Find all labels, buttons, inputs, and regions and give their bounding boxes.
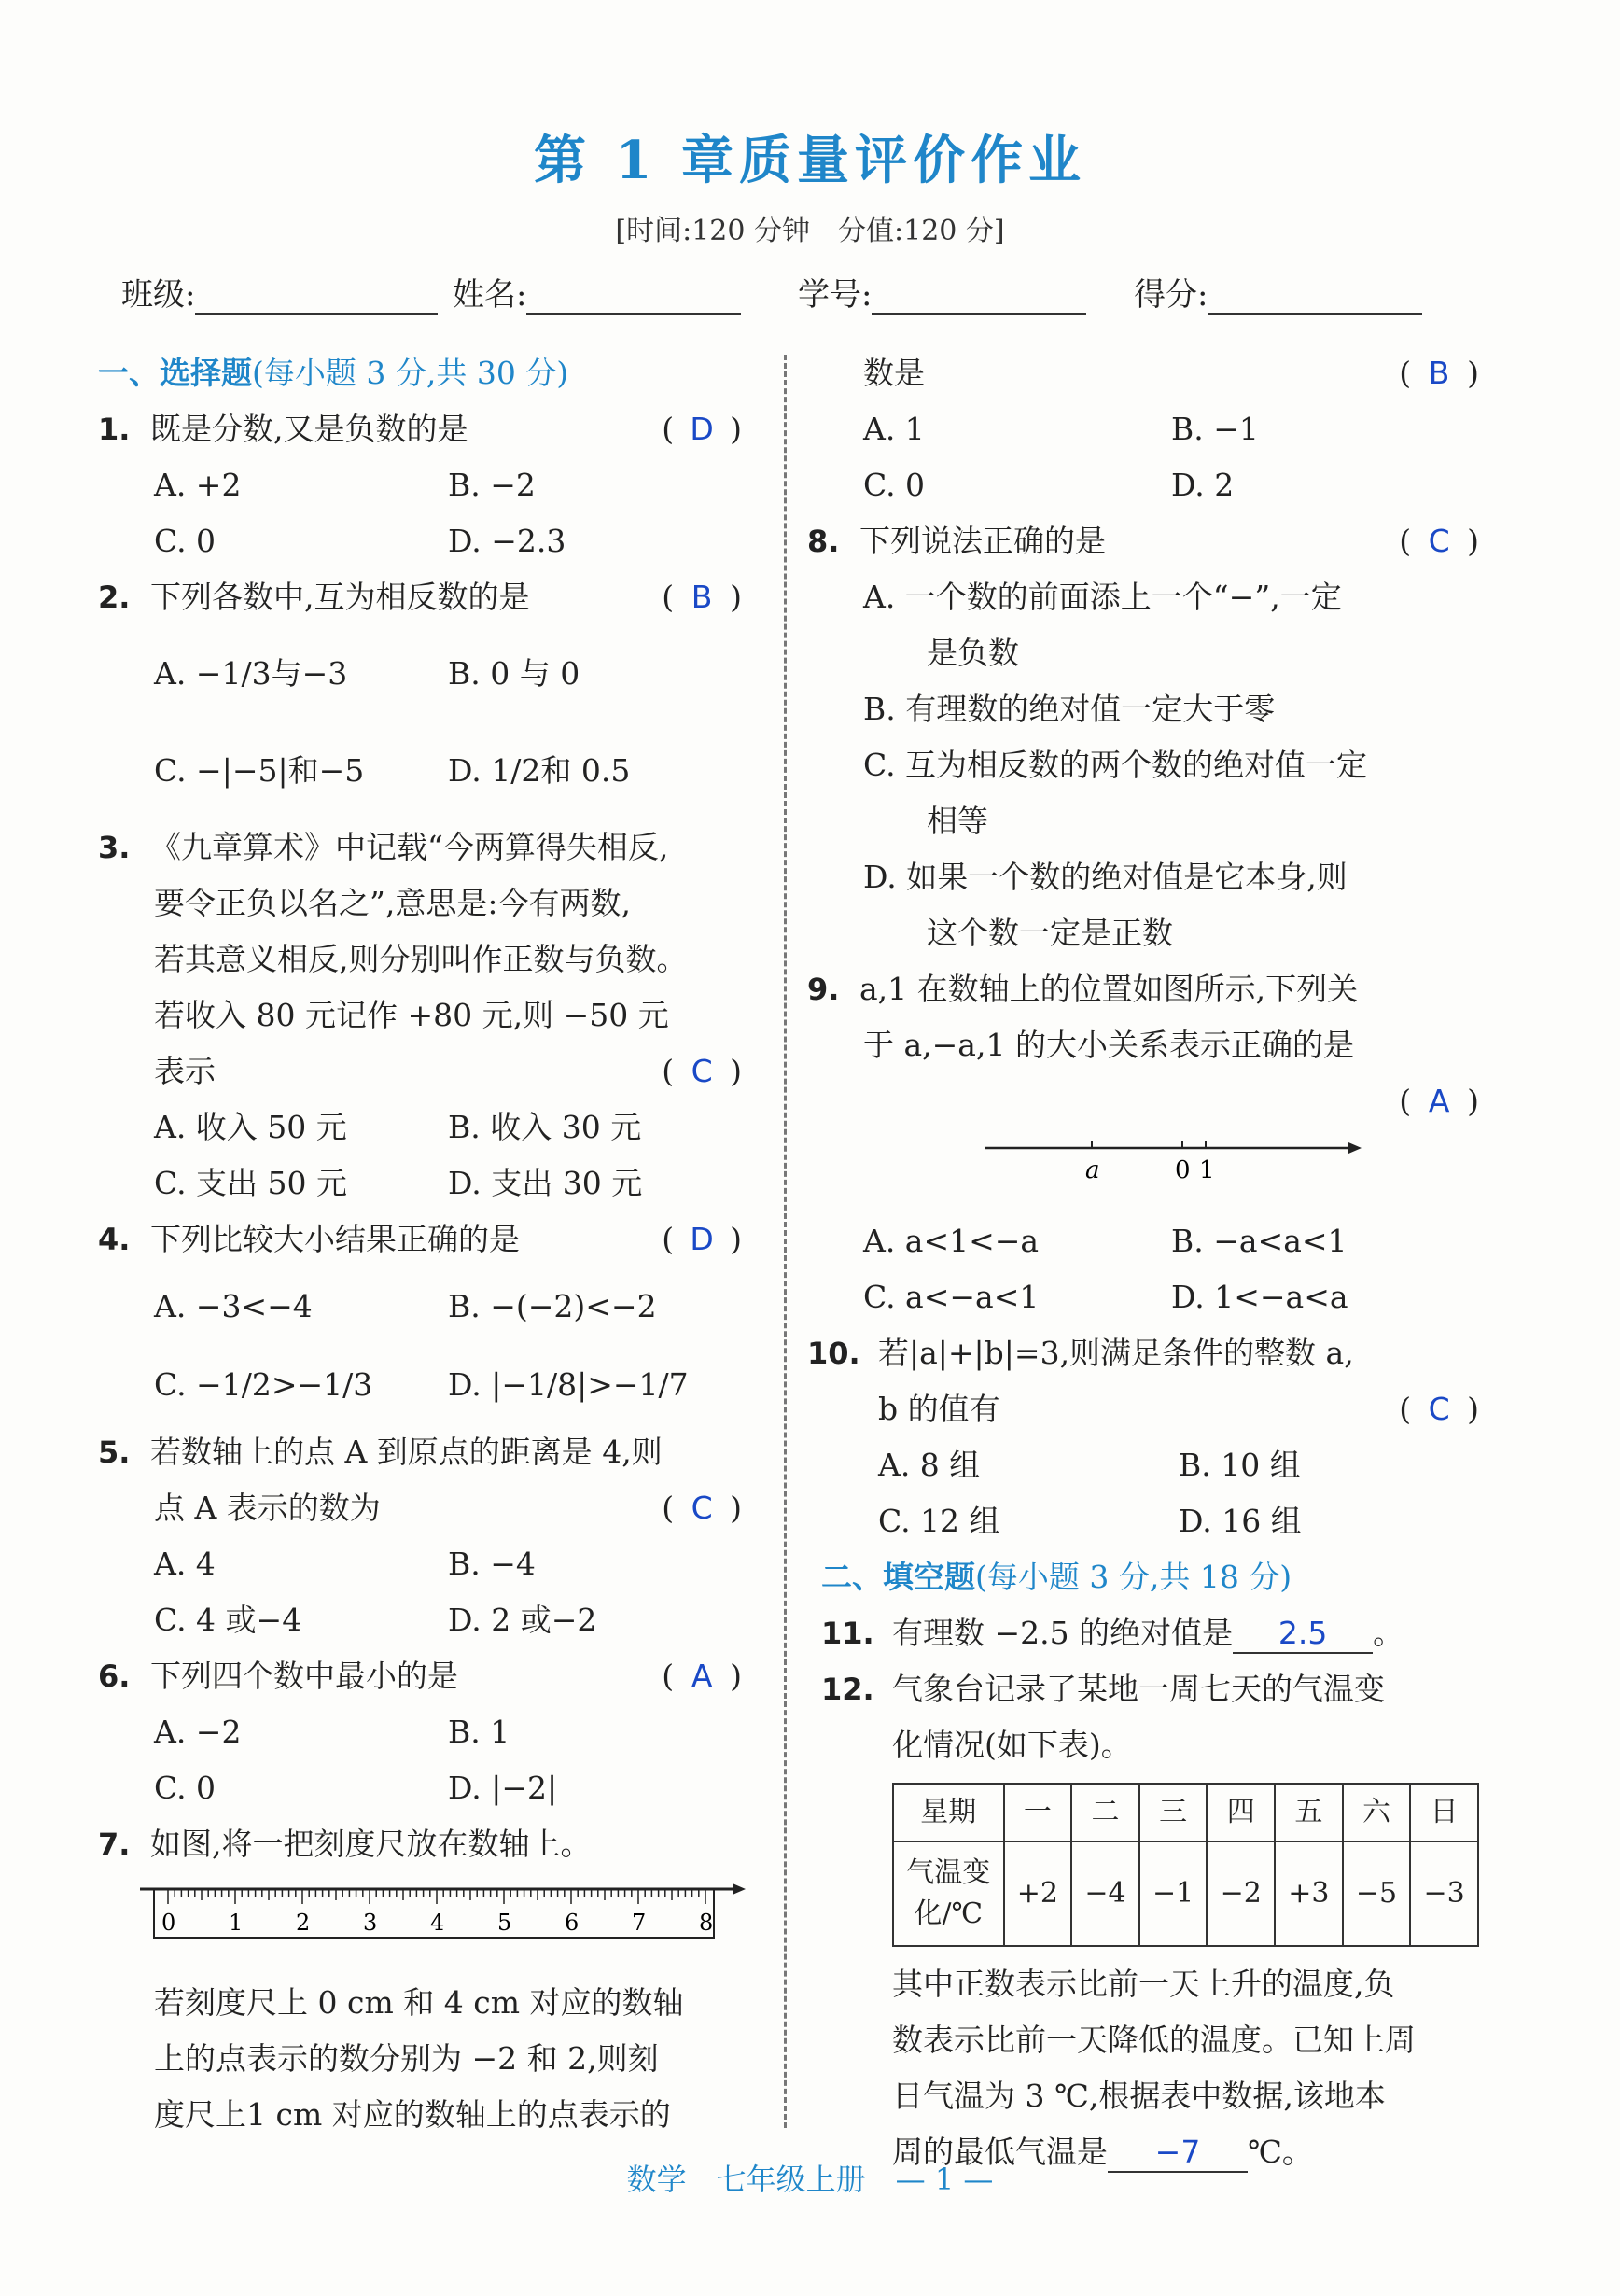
class-blank[interactable]	[195, 279, 438, 315]
right-column	[807, 345, 1479, 2180]
question-10: 10. 若|a|+|b|=3,则满足条件的整数 a,	[807, 1335, 1354, 1371]
ruler-tick-label: 4	[430, 1910, 445, 1936]
options-9: A. a<1<−a B. −a<a<1 C. a<−a<1 D. 1<−a<a	[863, 1223, 1348, 1315]
axis-label-a: a	[1085, 1156, 1100, 1184]
section-fill: 二、填空题(每小题 3 分,共 18 分)	[821, 1559, 1292, 1595]
q7-line: 数是 ( B )	[863, 345, 1479, 401]
ruler-svg	[98, 1872, 751, 1966]
option-8b: B. 有理数的绝对值一定大于零	[863, 691, 1276, 727]
q9-line: 于 a,−a,1 的大小关系表示正确的是	[863, 1027, 1354, 1063]
table-cell: 六	[1343, 1784, 1411, 1841]
option-8d: D. 如果一个数的绝对值是它本身,则	[863, 859, 1348, 895]
axis-label-0: 0	[1175, 1156, 1191, 1184]
table-row	[893, 1841, 1478, 1946]
answer-9: A	[1428, 1083, 1450, 1119]
table-header: 星期	[893, 1784, 1004, 1841]
question-11: 11. 有理数 −2.5 的绝对值是 2.5 。	[821, 1605, 1479, 1661]
options-7: A. 1 B. −1 C. 0 D. 2	[863, 411, 1259, 503]
left-column	[98, 345, 742, 2143]
q12-line: 周的最低气温是 −7 ℃。	[863, 2124, 1479, 2180]
options-10: A. 8 组 B. 10 组 C. 12 组 D. 16 组	[878, 1447, 1302, 1539]
q12-line: 日气温为 3 ℃,根据表中数据,该地本	[892, 2078, 1386, 2114]
fill-answer-12[interactable]: −7	[1108, 2134, 1248, 2173]
q7-line: 度尺上1 cm 对应的数轴上的点表示的	[154, 2096, 671, 2133]
table-cell: −3	[1410, 1841, 1478, 1946]
q12-line: 其中正数表示比前一天上升的温度,负	[892, 1966, 1395, 2002]
options-1: A. +2 B. −2 C. 0 D. −2.3	[154, 467, 566, 559]
table-cell: 三	[1139, 1784, 1208, 1841]
q3-line: 表示 ( C )	[98, 1043, 742, 1099]
options-4: A. −3<−4 B. −(−2)<−2 C. −1/2>−1/3 D. |−1/8|>−1/7	[154, 1288, 689, 1403]
option-8c-cont: 相等	[927, 803, 988, 839]
options-2: A. −1/3与−3 B. 0 与 0 C. −|−5|和−5 D. 1/2和 0.5	[154, 655, 631, 789]
question-1: 1. 既是分数,又是负数的是 ( D )	[98, 401, 742, 457]
options-3: A. 收入 50 元 B. 收入 30 元 C. 支出 50 元 D. 支出 30 元	[154, 1109, 643, 1201]
answer-7: B	[1428, 355, 1450, 391]
number-line-figure	[975, 1129, 1479, 1213]
table-cell: 五	[1275, 1784, 1343, 1841]
option-8a: A. 一个数的前面添上一个“−”,一定	[863, 579, 1342, 615]
id-blank[interactable]	[872, 279, 1086, 315]
id-field: 学号:	[798, 269, 1086, 315]
table-cell: −1	[1139, 1841, 1208, 1946]
q3-line: 若收入 80 元记作 +80 元,则 −50 元	[154, 997, 669, 1033]
ruler-tick-label: 0	[161, 1910, 176, 1936]
answer-10: C	[1428, 1391, 1450, 1427]
name-field: 姓名:	[453, 269, 741, 315]
table-cell: 日	[1410, 1784, 1478, 1841]
q7-line: 上的点表示的数分别为 −2 和 2,则刻	[154, 2040, 659, 2077]
score-field: 得分:	[1134, 269, 1422, 315]
q5-line: 点 A 表示的数为 ( C )	[98, 1480, 742, 1536]
option-8d-cont: 这个数一定是正数	[927, 915, 1173, 951]
question-2: 2. 下列各数中,互为相反数的是 ( B )	[98, 569, 742, 625]
answer-2: B	[691, 579, 713, 615]
answer-3: C	[691, 1053, 713, 1089]
question-6: 6. 下列四个数中最小的是 ( A )	[98, 1648, 742, 1704]
page-title: 第 1 章质量评价作业	[534, 130, 1086, 191]
temperature-table	[892, 1783, 1479, 1947]
answer-8: C	[1428, 523, 1450, 559]
number-line-svg	[975, 1129, 1367, 1204]
answer-6: A	[691, 1658, 713, 1694]
table-cell: +3	[1275, 1841, 1343, 1946]
axis-label-1: 1	[1199, 1156, 1215, 1184]
table-cell: −4	[1071, 1841, 1139, 1946]
answer-5: C	[691, 1490, 713, 1526]
option-8c: C. 互为相反数的两个数的绝对值一定	[863, 747, 1368, 783]
question-4: 4. 下列比较大小结果正确的是 ( D )	[98, 1211, 742, 1267]
q3-line: 若其意义相反,则分别叫作正数与负数。	[154, 941, 688, 977]
ruler-tick-label: 6	[565, 1910, 580, 1936]
ruler-figure	[98, 1872, 742, 1975]
exam-meta: [时间:120 分钟 分值:120 分]	[615, 215, 1005, 247]
score-blank[interactable]	[1208, 279, 1422, 315]
fill-answer-11[interactable]: 2.5	[1233, 1615, 1373, 1654]
question-5: 5. 若数轴上的点 A 到原点的距离是 4,则	[98, 1434, 663, 1470]
question-9: 9. a,1 在数轴上的位置如图所示,下列关	[807, 971, 1359, 1007]
ruler-tick-label: 7	[632, 1910, 647, 1936]
option-8a-cont: 是负数	[927, 635, 1019, 671]
table-cell: −5	[1343, 1841, 1411, 1946]
q9-ans-line: ( A )	[863, 1073, 1479, 1129]
ruler-tick-label: 5	[497, 1910, 512, 1936]
ruler-tick-label: 2	[296, 1910, 311, 1936]
class-field: 班级:	[121, 269, 438, 315]
column-divider	[784, 355, 787, 2128]
section-choice: 一、选择题(每小题 3 分,共 30 分)	[98, 355, 569, 391]
table-cell: −2	[1207, 1841, 1275, 1946]
question-3: 3. 《九章算术》中记载“今两算得失相反,	[98, 829, 669, 865]
name-blank[interactable]	[526, 279, 741, 315]
question-7: 7. 如图,将一把刻度尺放在数轴上。	[98, 1826, 592, 1862]
question-12: 12. 气象台记录了某地一周七天的气温变	[821, 1671, 1385, 1707]
question-8: 8. 下列说法正确的是 ( C )	[807, 513, 1479, 569]
q7-line: 若刻度尺上 0 cm 和 4 cm 对应的数轴	[154, 1984, 684, 2021]
q3-line: 要令正负以名之”,意思是:今有两数,	[154, 885, 631, 921]
answer-4: D	[690, 1221, 714, 1257]
options-6: A. −2 B. 1 C. 0 D. |−2|	[154, 1714, 558, 1806]
ruler-tick-label: 3	[363, 1910, 378, 1936]
table-cell: 二	[1071, 1784, 1139, 1841]
page-footer: 数学 七年级上册 — 1 —	[626, 2162, 994, 2197]
table-row	[893, 1784, 1478, 1841]
table-header: 气温变 化/℃	[893, 1841, 1004, 1946]
answer-1: D	[690, 411, 714, 447]
table-cell: 一	[1004, 1784, 1072, 1841]
ruler-tick-label: 1	[229, 1910, 244, 1936]
q12-line: 数表示比前一天降低的温度。已知上周	[892, 2022, 1416, 2058]
q10-line: b 的值有 ( C )	[863, 1381, 1479, 1437]
table-cell: +2	[1004, 1841, 1072, 1946]
options-5: A. 4 B. −4 C. 4 或−4 D. 2 或−2	[154, 1546, 597, 1638]
ruler-tick-label: 8	[699, 1910, 714, 1936]
table-cell: 四	[1207, 1784, 1275, 1841]
q12-line: 化情况(如下表)。	[892, 1727, 1132, 1763]
